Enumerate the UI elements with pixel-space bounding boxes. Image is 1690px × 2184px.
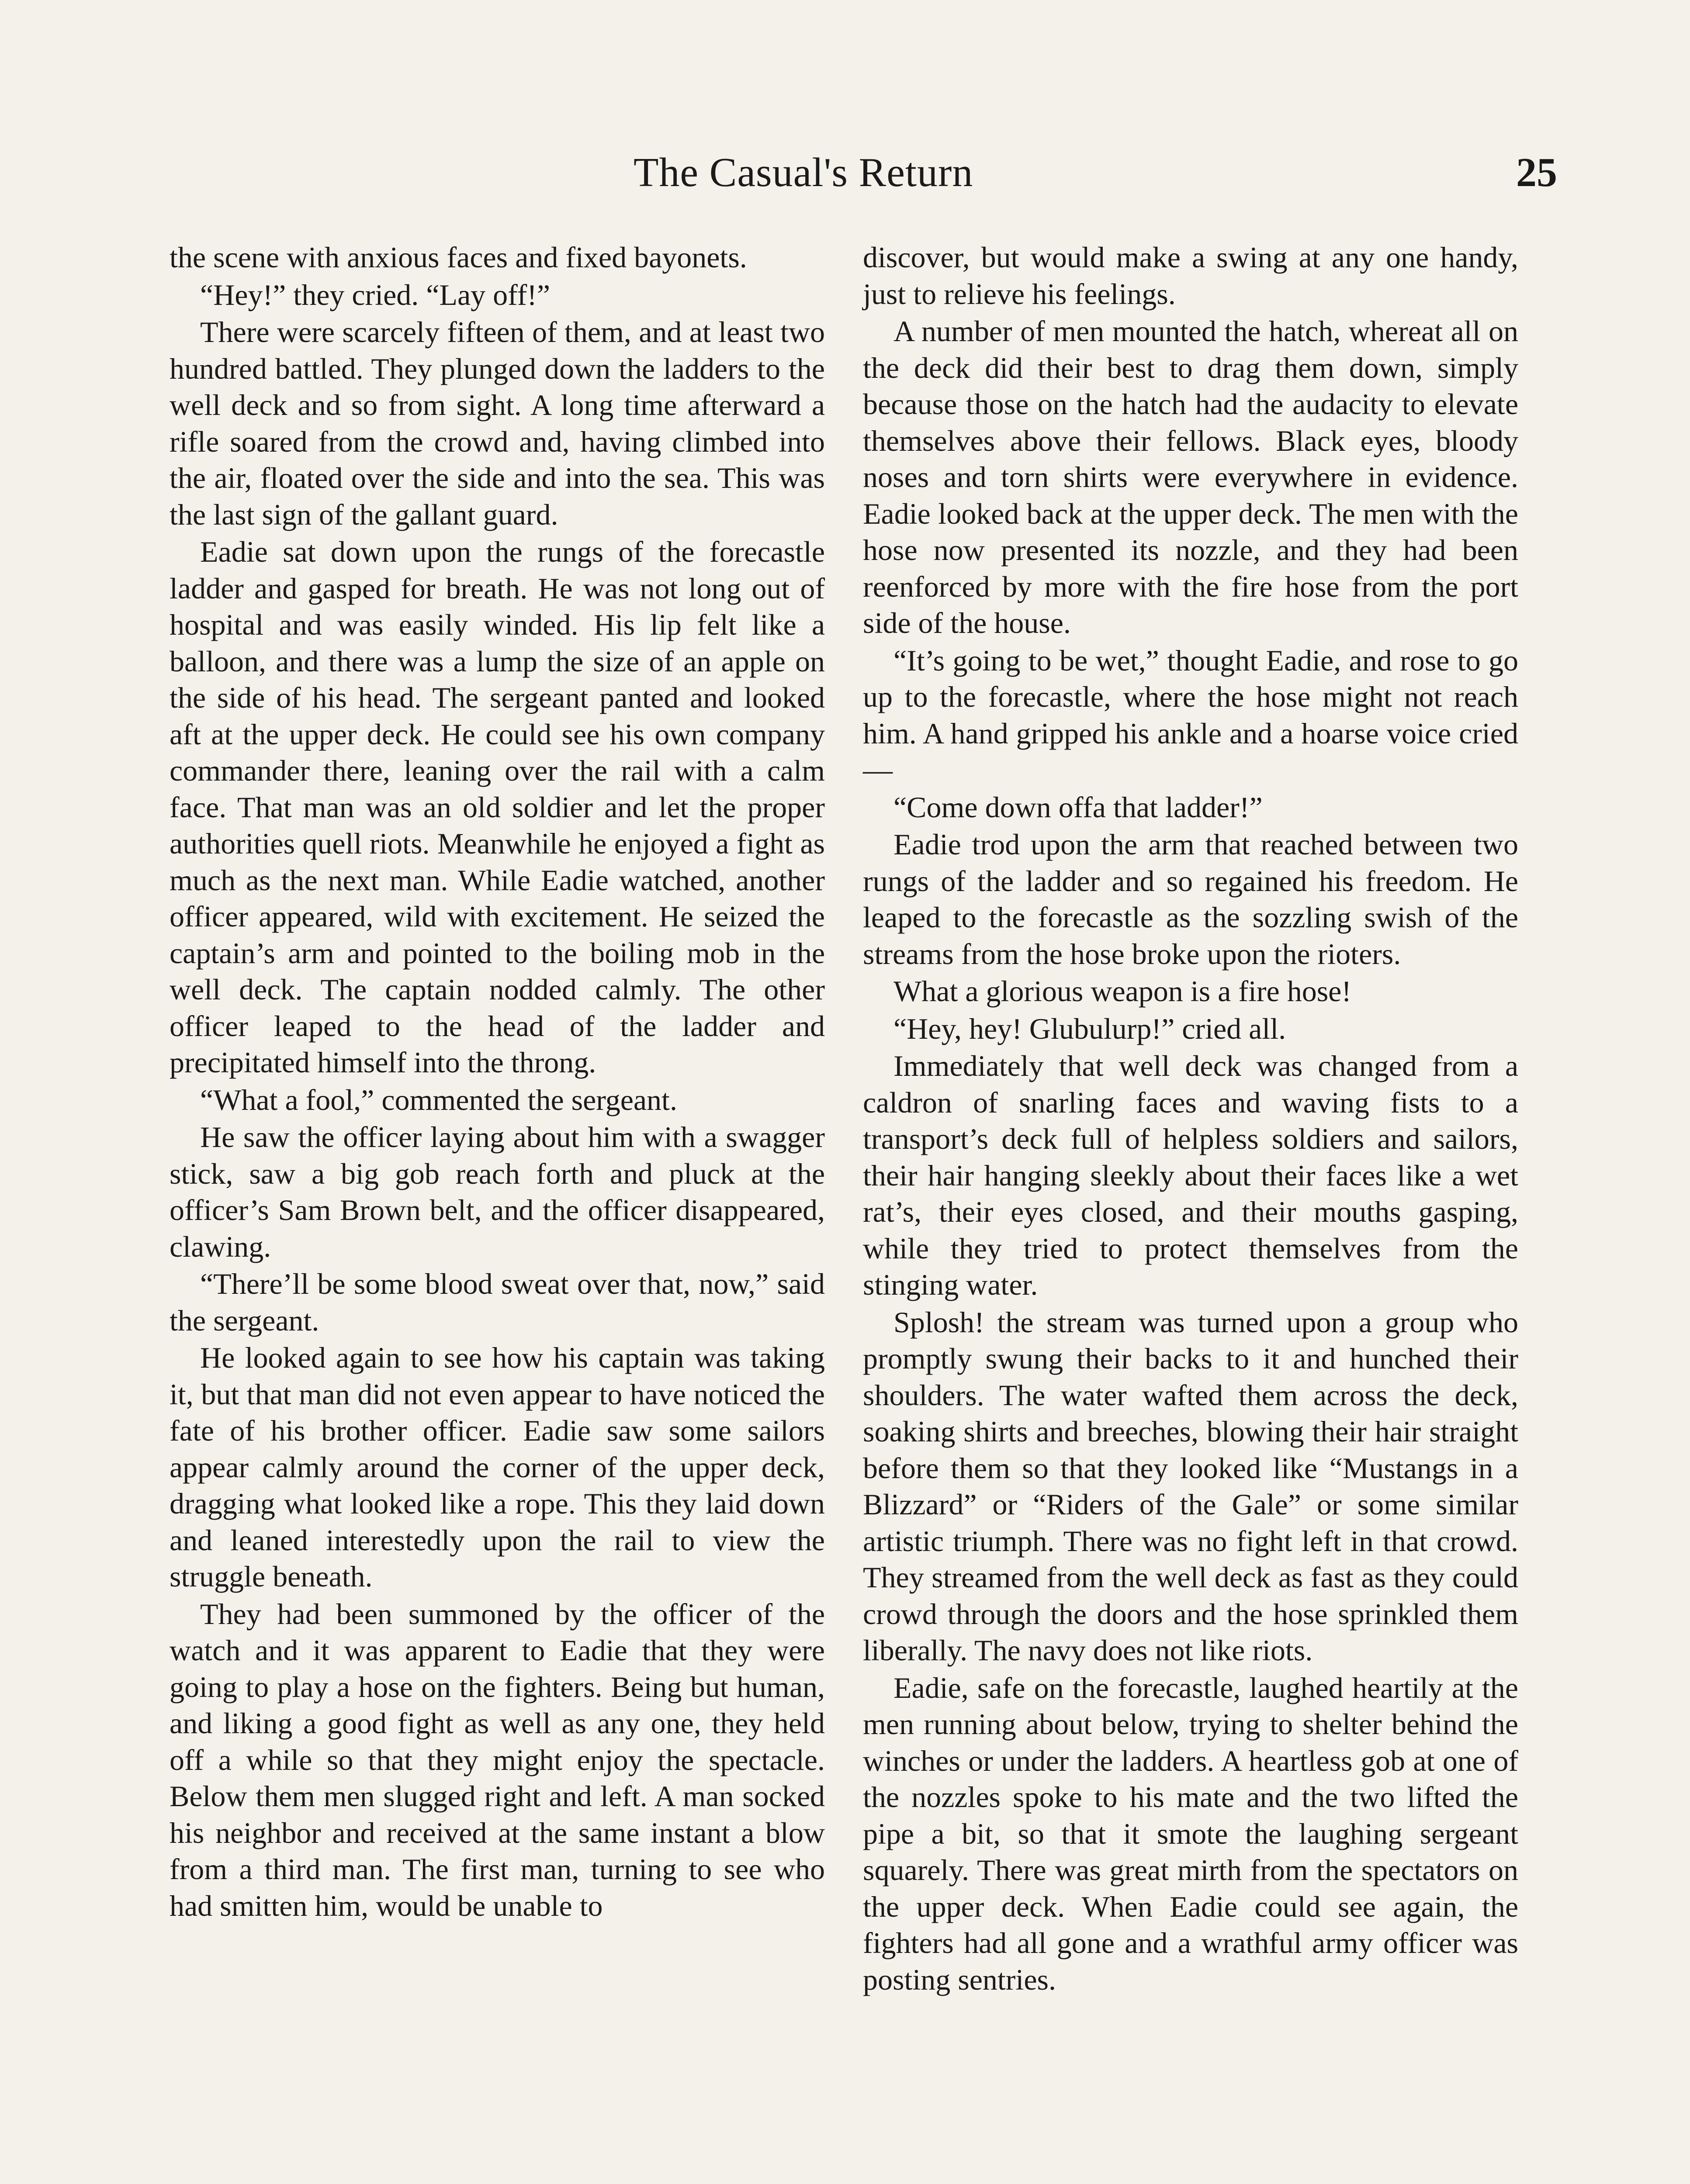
paragraph: “Come down offa that ladder!” <box>893 790 1263 824</box>
left-column <box>170 239 825 1925</box>
paragraph: There were scarcely fifteen of them, and at least two hundred battled. They plunged down the ladders to the well deck and so from sight. A long time afterward a rifle soared from the crowd and, having climbed into the air, floated over the side and into the sea. This was the last sign of the gallant guard. <box>170 315 825 531</box>
paragraph: They had been summoned by the officer of the watch and it was apparent to Eadie that they were going to play a hose on the fighters. Being but human, and liking a good fight as well as any one, they held off a while so that they might enjoy the spectacle. Below them men slugged right and left. A man socked his neighbor and received at the same instant a blow from a third man. The first man, turning to see who had smitten him, would be unable to <box>170 1597 825 1922</box>
paragraph: Splosh! the stream was turned upon a group who promptly swung their backs to it and hunched their shoulders. The water wafted them across the deck, soaking shirts and breeches, blowing their hair straight before them so that they looked like “Mustangs in a Blizzard” or “Riders of the Gale” or some similar artistic triumph. There was no fight left in that crowd. They streamed from the well deck as fast as they could crowd through the doors and the hose sprinkled them liberally. The navy does not like riots. <box>863 1305 1518 1667</box>
paragraph: “There’ll be some blood sweat over that, now,” said the sergeant. <box>170 1267 825 1337</box>
paragraph: Eadie sat down upon the rungs of the forecastle ladder and gasped for breath. He was not long out of hospital and was easily winded. His lip felt like a balloon, and there was a lump the size of an apple on the side of his head. The sergeant panted and looked aft at the upper deck. He could see his own company commander there, leaning over the rail with a calm face. That man was an old soldier and let the proper authorities quell riots. Meanwhile he enjoyed a fight as much as the next man. While Eadie watched, another officer appeared, wild with excitement. He seized the captain’s arm and pointed to the boiling mob in the well deck. The captain nodded calmly. The other officer leaped to the head of the ladder and precipitated himself into the throng. <box>170 535 825 1079</box>
paragraph: He saw the officer laying about him with a swagger stick, saw a big gob reach forth and pluck at the officer’s Sam Brown belt, and the officer disappeared, clawing. <box>170 1120 825 1263</box>
paragraph: He looked again to see how his captain was taking it, but that man did not even appear to have noticed the fate of his brother officer. Eadie saw some sailors appear calmly around the corner of the upper deck, dragging what looked like a rope. This they laid down and leaned interestedly upon the rail to view the struggle beneath. <box>170 1341 825 1593</box>
paragraph: “Hey, hey! Glubulurp!” cried all. <box>893 1012 1286 1045</box>
running-title: The Casual's Return <box>634 150 973 195</box>
paragraph: Immediately that well deck was changed from a caldron of snarling faces and waving fists to a transport’s deck full of helpless soldiers and sailors, their hair hanging sleekly about their faces like a wet rat’s, their eyes closed, and their mouths gasping, while they tried to protect themselves from the stinging water. <box>863 1049 1518 1301</box>
right-column <box>863 239 1518 1999</box>
paragraph: A number of men mounted the hatch, whereat all on the deck did their best to drag them down, simply because those on the hatch had the audacity to elevate themselves above their fellows. Black eyes, bloody noses and torn shirts were everywhere in evidence. Eadie looked back at the upper deck. The men with the hose now presented its nozzle, and they had been reenforced by more with the fire hose from the port side of the house. <box>863 314 1518 639</box>
paragraph: What a glorious weapon is a fire hose! <box>893 975 1351 1008</box>
paragraph: discover, but would make a swing at any one handy, just to relieve his feelings. <box>863 241 1518 311</box>
paragraph: Eadie, safe on the forecastle, laughed heartily at the men running about below, trying to shelter behind the winches or under the ladders. A heartless gob at one of the nozzles spoke to his mate and the two lifted the pipe a bit, so that it smote the laughing sergeant squarely. There was great mirth from the spectators on the upper deck. When Eadie could see again, the fighters had all gone and a wrathful army officer was posting sentries. <box>863 1671 1518 1996</box>
paragraph: the scene with anxious faces and fixed bayonets. <box>170 241 747 274</box>
paragraph: “It’s going to be wet,” thought Eadie, and rose to go up to the forecastle, where the hose might not reach him. A hand gripped his ankle and a hoarse voice cried— <box>863 643 1518 786</box>
paragraph: Eadie trod upon the arm that reached between two rungs of the ladder and so regained his freedom. He leaped to the forecastle as the sozzling swish of the streams from the hose broke upon the rioters. <box>863 828 1518 971</box>
page-number: 25 <box>1516 150 1557 195</box>
paragraph: “Hey!” they cried. “Lay off!” <box>200 278 551 311</box>
page-header <box>0 140 1690 205</box>
paragraph: “What a fool,” commented the sergeant. <box>200 1083 677 1116</box>
